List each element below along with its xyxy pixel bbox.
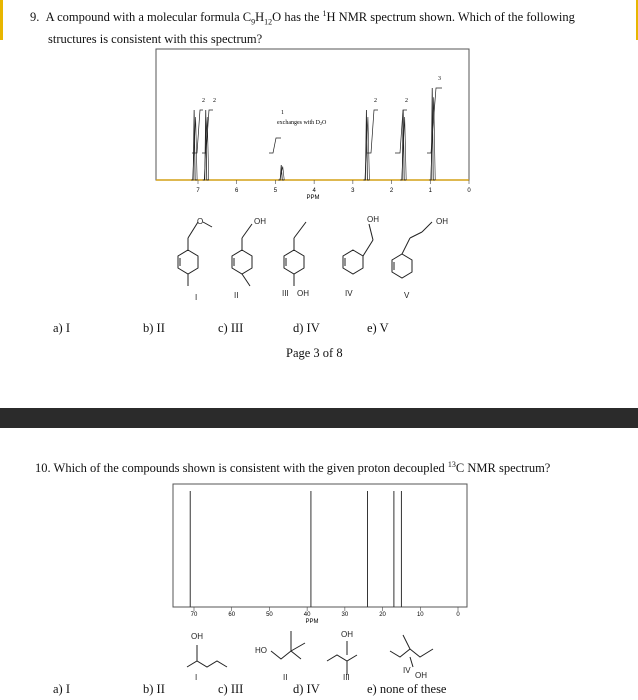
integral-trace — [202, 110, 213, 153]
d2o-annotation: exchanges with D2O — [277, 120, 327, 126]
tick-label: 30 — [341, 612, 349, 618]
tick-label: 10 — [416, 612, 424, 618]
h-nmr-ticks — [196, 180, 471, 194]
structure-10-IV — [390, 635, 433, 680]
svg-text:IV: IV — [345, 289, 353, 298]
d2o-integral: 1 — [281, 110, 284, 116]
svg-text:III: III — [343, 673, 350, 682]
c13-peaks — [190, 491, 401, 607]
tick-label: 40 — [303, 612, 311, 618]
page-number: Page 3 of 8 — [286, 346, 343, 360]
tick-label: 0 — [467, 188, 471, 194]
q9-choice-b[interactable]: b) II — [143, 321, 165, 335]
spectrum-frame — [156, 49, 469, 180]
structure-IV — [343, 215, 379, 298]
tick-label: 7 — [196, 188, 200, 194]
q10-choice-e[interactable]: e) none of these — [367, 682, 447, 696]
svg-text:I: I — [195, 673, 198, 682]
tick-label: 6 — [235, 188, 239, 194]
structure-V — [392, 217, 448, 300]
svg-text:OH: OH — [367, 215, 379, 224]
svg-text:OH: OH — [415, 671, 427, 680]
h-nmr-peaks — [191, 88, 435, 180]
svg-text:IV: IV — [403, 666, 411, 675]
integral-labels — [202, 76, 441, 104]
q10-choice-a[interactable]: a) I — [53, 682, 70, 696]
structure-II — [232, 217, 266, 300]
q10-structures — [175, 625, 475, 685]
tick-label: 60 — [228, 612, 236, 618]
svg-text:I: I — [195, 293, 198, 302]
tick-label: 70 — [190, 612, 198, 618]
left-accent-bar — [0, 0, 3, 40]
q10-choice-d[interactable]: d) IV — [293, 682, 320, 696]
integral-trace — [269, 138, 281, 153]
q9-choice-c[interactable]: c) III — [218, 321, 244, 335]
svg-text:2: 2 — [374, 98, 377, 104]
tick-label: 4 — [312, 188, 316, 194]
tick-label: 3 — [351, 188, 355, 194]
structure-III — [282, 222, 309, 298]
svg-text:OH: OH — [297, 289, 309, 298]
q9-text: 9. A compound with a molecular formula $C_9H_{12}O$ has the $^1$H NMR spectrum shown. Which of the following structures is consistent with this spectrum? — [30, 9, 575, 46]
structure-10-II — [255, 631, 305, 682]
svg-text:HO: HO — [255, 646, 267, 655]
q10-choice-b[interactable]: b) II — [143, 682, 165, 696]
q9-choice-e[interactable]: e) V — [367, 321, 389, 335]
svg-text:OH: OH — [436, 217, 448, 226]
c13-nmr-spectrum — [172, 483, 468, 628]
svg-text:II: II — [234, 291, 239, 300]
svg-text:V: V — [404, 291, 410, 300]
h-nmr-spectrum — [155, 48, 470, 208]
q9-choice-d[interactable]: d) IV — [293, 321, 320, 335]
page-divider — [0, 408, 638, 428]
svg-text:OH: OH — [254, 217, 266, 226]
tick-label: 1 — [428, 188, 432, 194]
tick-label: 50 — [266, 612, 273, 618]
svg-text:OH: OH — [191, 632, 203, 641]
q9-choice-a[interactable]: a) I — [53, 321, 70, 335]
tick-label: 20 — [379, 612, 386, 618]
svg-text:OH: OH — [341, 630, 353, 639]
svg-text:2: 2 — [213, 98, 216, 104]
svg-text:3: 3 — [438, 76, 441, 82]
svg-text:2: 2 — [202, 98, 205, 104]
c-ppm-label: PPM — [305, 619, 319, 625]
h-ppm-label: PPM — [306, 195, 320, 201]
q9-structures — [160, 210, 480, 310]
svg-text:III: III — [282, 289, 289, 298]
q10-text: 10. Which of the compounds shown is consistent with the given proton decoupled $^{13}$C NMR spectrum? — [35, 460, 551, 476]
tick-label: 0 — [456, 612, 460, 618]
svg-text:O: O — [197, 217, 204, 226]
tick-label: 5 — [273, 188, 278, 194]
structure-10-I — [187, 632, 227, 682]
svg-text:2: 2 — [405, 98, 408, 104]
c13-ticks — [191, 607, 461, 618]
svg-text:II: II — [283, 673, 288, 682]
structure-10-III — [327, 630, 357, 682]
tick-label: 2 — [389, 188, 394, 194]
q10-choice-c[interactable]: c) III — [218, 682, 244, 696]
structure-I — [178, 217, 212, 302]
spectrum-frame — [173, 484, 467, 607]
